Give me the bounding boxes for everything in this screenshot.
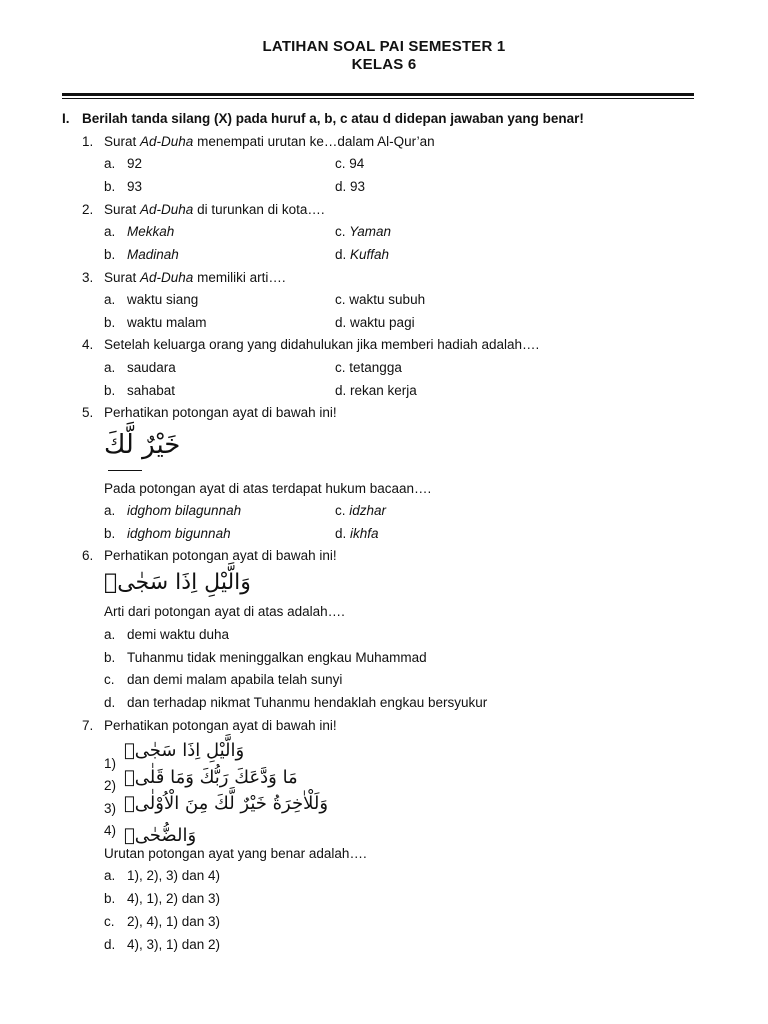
question-number: 2. <box>82 202 94 217</box>
option-d[interactable]: d. 4), 3), 1) dan 2) <box>104 937 221 952</box>
grade-title: KELAS 6 <box>351 56 417 73</box>
verse-label-2: 2) <box>104 778 117 793</box>
option-a[interactable]: a. saudara <box>104 360 176 375</box>
question-7-followup: Urutan potongan ayat yang benar adalah…. <box>104 846 367 861</box>
option-c[interactable]: c. 94 <box>335 156 365 171</box>
header-divider-thin <box>62 98 694 99</box>
arabic-verse-4: وَالضُّحٰىۙ <box>124 825 197 846</box>
section-instruction: Berilah tanda silang (X) pada huruf a, b, c atau d didepan jawaban yang benar! <box>82 111 584 126</box>
option-b[interactable]: b. waktu malam <box>104 315 207 330</box>
header-divider-thick <box>62 93 694 96</box>
arabic-verse-wal-laili: وَالَّيْلِ اِذَا سَجٰىۙ <box>104 570 251 595</box>
question-number: 1. <box>82 134 94 149</box>
option-d[interactable]: d. dan terhadap nikmat Tuhanmu hendaklah engkau bersyukur <box>104 695 488 710</box>
worksheet-title: LATIHAN SOAL PAI SEMESTER 1 <box>262 38 506 55</box>
question-number: 6. <box>82 548 94 563</box>
option-a[interactable]: a. idghom bilagunnah <box>104 503 242 518</box>
arabic-verse-khairun-laka: خَيْرٌ لَّكَ <box>104 430 181 460</box>
option-a[interactable]: a. 1), 2), 3) dan 4) <box>104 868 221 883</box>
arabic-verse-2: مَا وَدَّعَكَ رَبُّكَ وَمَا قَلٰىۗ <box>124 767 298 788</box>
option-d[interactable]: d. Kuffah <box>335 247 390 262</box>
question-6: 6. Perhatikan potongan ayat di bawah ini! <box>82 548 337 563</box>
option-d[interactable]: d. rekan kerja <box>335 383 417 398</box>
question-number: 3. <box>82 270 94 285</box>
option-a[interactable]: a. waktu siang <box>104 292 199 307</box>
question-2: 2. Surat Ad-Duha di turunkan di kota…. <box>82 202 325 217</box>
option-b[interactable]: b. sahabat <box>104 383 176 398</box>
option-d[interactable]: d. 93 <box>335 179 366 194</box>
option-b[interactable]: b. Tuhanmu tidak meninggalkan engkau Muhammad <box>104 650 427 665</box>
option-c[interactable]: c. dan demi malam apabila telah sunyi <box>104 672 343 687</box>
question-number: 5. <box>82 405 94 420</box>
question-6-followup: Arti dari potongan ayat di atas adalah…. <box>104 604 345 619</box>
option-b[interactable]: b. idghom bigunnah <box>104 526 231 541</box>
option-b[interactable]: b. 93 <box>104 179 143 194</box>
question-7: 7. Perhatikan potongan ayat di bawah ini! <box>82 718 337 733</box>
question-4: 4. Setelah keluarga orang yang didahulukan jika memberi hadiah adalah…. <box>82 337 540 352</box>
verse-label-3: 3) <box>104 801 117 816</box>
section-number: I. <box>62 111 70 126</box>
option-c[interactable]: c. tetangga <box>335 360 402 375</box>
question-1: 1. Surat Ad-Duha menempati urutan ke…dalam Al-Qur’an <box>82 134 435 149</box>
option-d[interactable]: d. waktu pagi <box>335 315 415 330</box>
option-b[interactable]: b. Madinah <box>104 247 179 262</box>
option-b[interactable]: b. 4), 1), 2) dan 3) <box>104 891 221 906</box>
option-c[interactable]: c. waktu subuh <box>335 292 426 307</box>
arabic-underline <box>108 470 142 471</box>
arabic-verse-1: وَالَّيْلِ اِذَا سَجٰىۙ <box>124 740 245 761</box>
question-number: 7. <box>82 718 94 733</box>
option-c[interactable]: c. 2), 4), 1) dan 3) <box>104 914 221 929</box>
verse-label-1: 1) <box>104 756 117 771</box>
option-a[interactable]: a. 92 <box>104 156 143 171</box>
question-5-followup: Pada potongan ayat di atas terdapat hukum bacaan…. <box>104 481 432 496</box>
question-number: 4. <box>82 337 94 352</box>
option-d[interactable]: d. ikhfa <box>335 526 379 541</box>
verse-label-4: 4) <box>104 823 117 838</box>
question-3: 3. Surat Ad-Duha memiliki arti…. <box>82 270 286 285</box>
option-a[interactable]: a. Mekkah <box>104 224 175 239</box>
option-c[interactable]: c. Yaman <box>335 224 392 239</box>
question-5: 5. Perhatikan potongan ayat di bawah ini! <box>82 405 337 420</box>
option-a[interactable]: a. demi waktu duha <box>104 627 230 642</box>
arabic-verse-3: وَلَلْاٰخِرَةُ خَيْرٌ لَّكَ مِنَ الْاُوْلٰىۗ <box>124 793 329 814</box>
option-c[interactable]: c. idzhar <box>335 503 387 518</box>
